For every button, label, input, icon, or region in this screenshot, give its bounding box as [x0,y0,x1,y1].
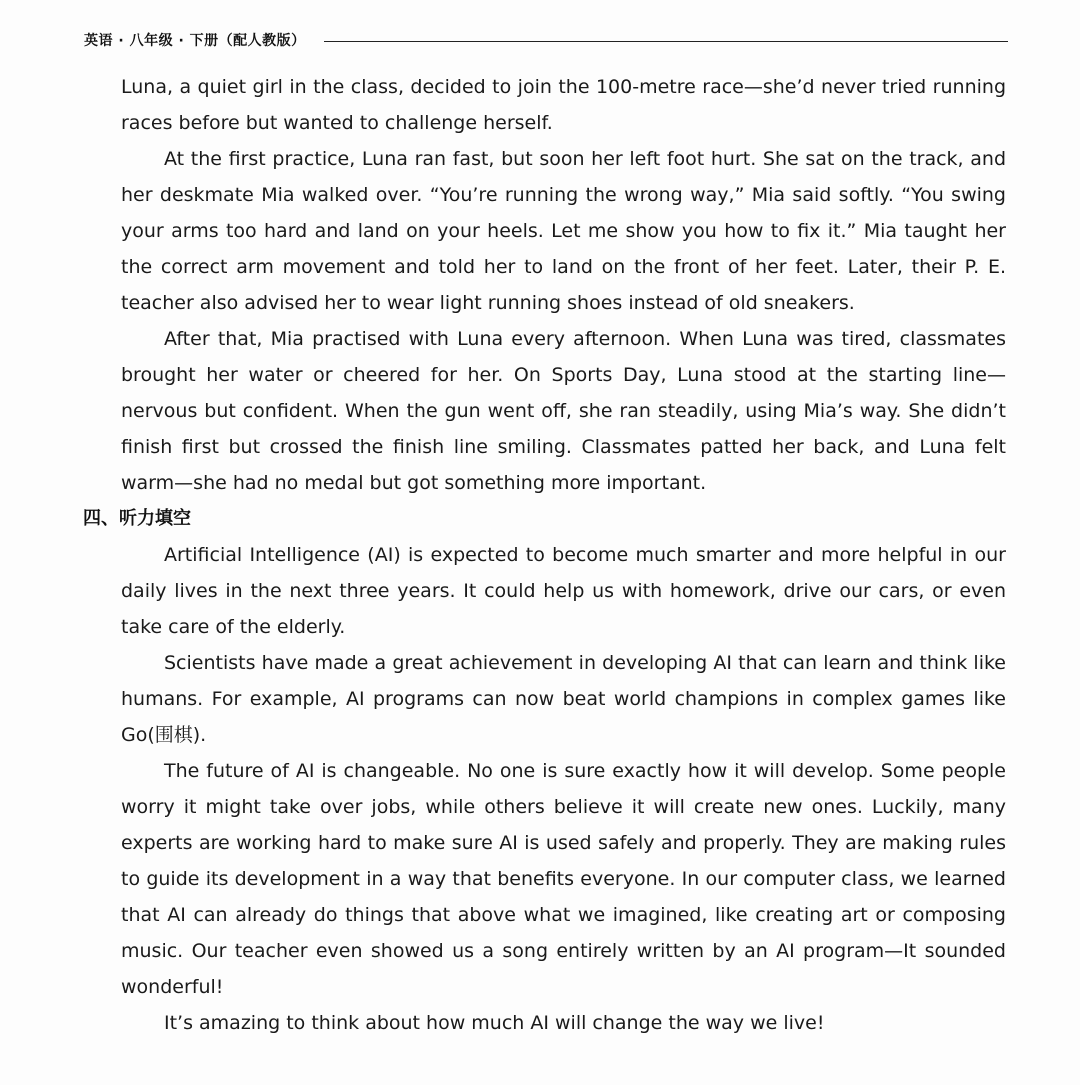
passage-paragraph-1: Luna, a quiet girl in the class, decided to join the 100-metre race—she’d never tried running races before but wanted to challenge herself. [121,76,1006,134]
ai-paragraph-1: Artificial Intelligence (AI) is expected to become much smarter and more helpful in our daily lives in the next three years. It could help us with homework, drive our cars, or even take care of the elderly. [121,544,1006,638]
ai-paragraph-3: The future of AI is changeable. No one is sure exactly how it will develop. Some people worry it might take over jobs, while others believe it will create new ones. Luckily, many experts are working hard to make sure AI is used safely and properly. They are making rules to guide its development in a way that benefits everyone. In our computer class, we learned that AI can already do things that above what we imagined, like creating art or composing music. Our teacher even showed us a song entirely written by an AI program—It sounded wonderful! [121,760,1006,998]
header-rule [324,41,1008,42]
header-title: 英语 · 八年级 · 下册（配人教版） [84,33,306,49]
page-header [84,26,1008,54]
page-body [83,69,1006,1041]
ai-paragraph-2: Scientists have made a great achievement in developing AI that can learn and think like humans. For example, AI programs can now beat world champions in complex games like Go(围棋). [121,652,1006,746]
ai-paragraph-4: It’s amazing to think about how much AI will change the way we live! [164,1012,825,1034]
passage-paragraph-2: At the first practice, Luna ran fast, but soon her left foot hurt. She sat on the track, and her deskmate Mia walked over. “You’re running the wrong way,” Mia said softly. “You swing your arms too hard and land on your heels. Let me show you how to fix it.” Mia taught her the correct arm movement and told her to land on the front of her feet. Later, their P. E. teacher also advised her to wear light running shoes instead of old sneakers. [121,148,1006,314]
section-heading: 四、听力填空 [83,508,191,529]
passage-paragraph-3: After that, Mia practised with Luna every afternoon. When Luna was tired, classmates brought her water or cheered for her. On Sports Day, Luna stood at the starting line—nervous but confident. When the gun went off, she ran steadily, using Mia’s way. She didn’t finish first but crossed the finish line smiling. Classmates patted her back, and Luna felt warm—she had no medal but got something more important. [121,328,1006,494]
